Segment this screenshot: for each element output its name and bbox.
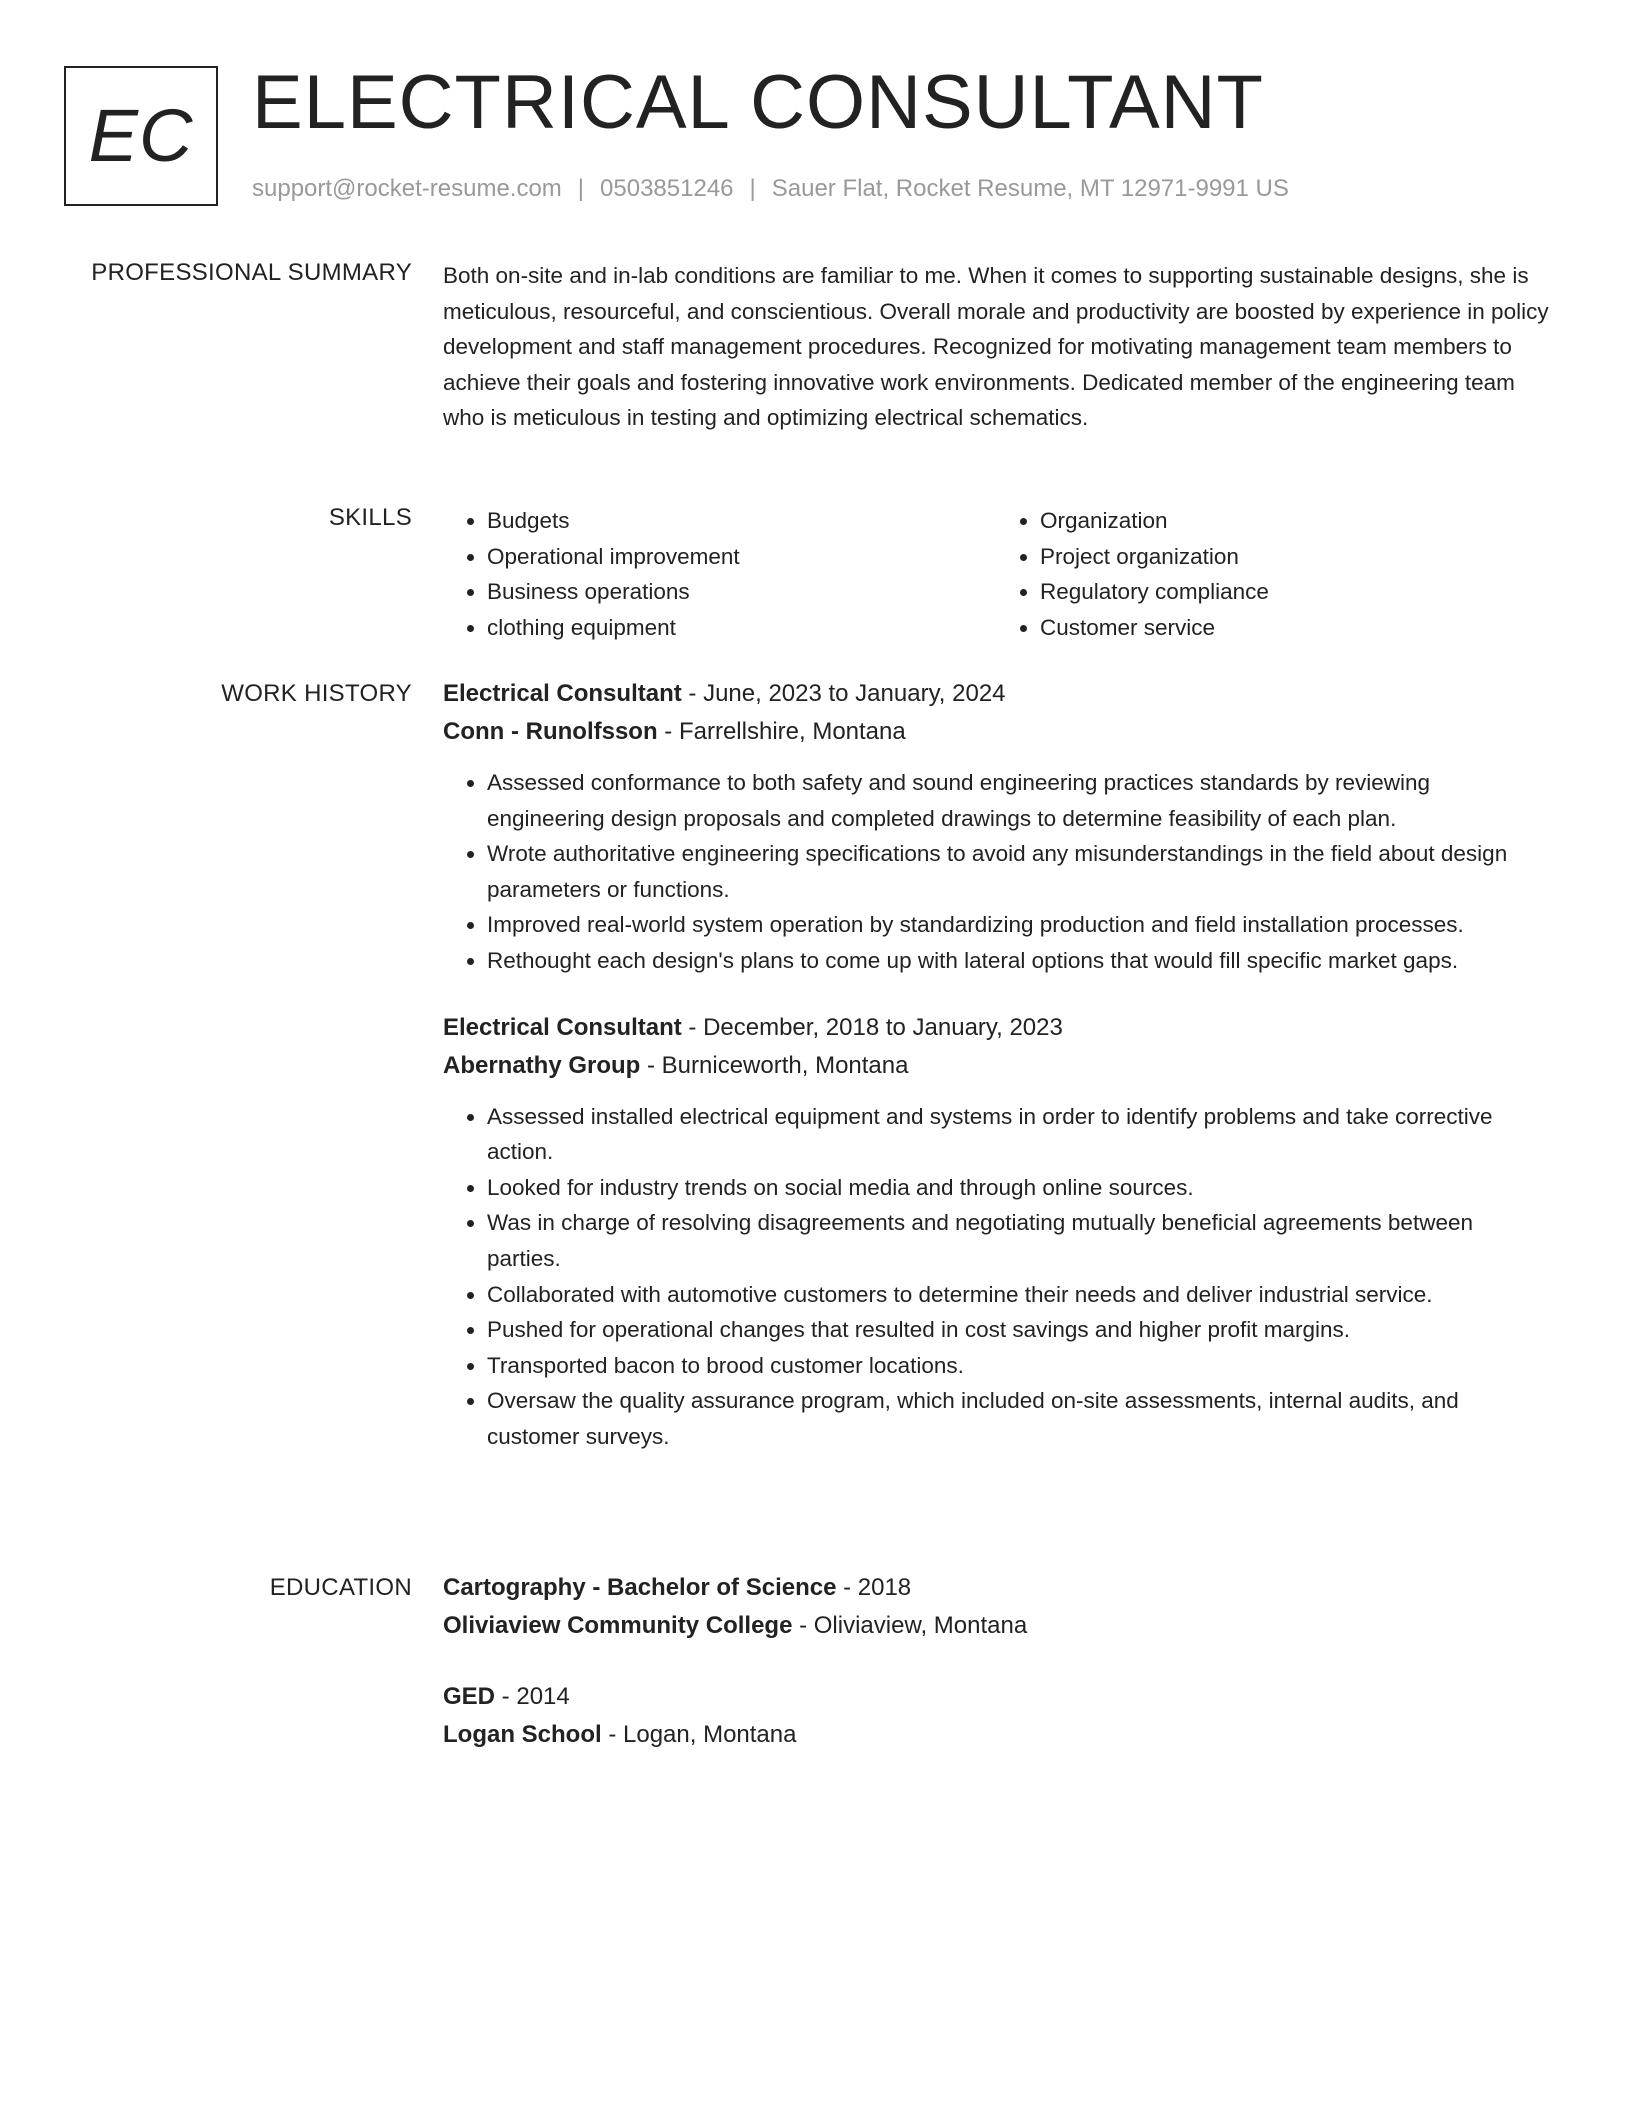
skill-item: • Project organization [1040,539,1549,575]
school-name: Logan School [443,1721,602,1748]
degree-year: - 2018 [836,1574,912,1601]
job-company-line [443,713,1549,751]
school-location: - Logan, Montana [601,1721,797,1748]
monogram-box [64,66,218,206]
job-dates: - December, 2018 to January, 2023 [681,1013,1063,1041]
degree-name: GED [443,1683,496,1710]
summary-text: Both on-site and in-lab conditions are familiar to me. When it comes to supporting sustainable designs, she is meticulous, resourceful, and conscientious. Overall morale and productivity are boosted by experience in policy development and staff management procedures. Recognized for motivating management team members to achieve their goals and fostering innovative work environments. Dedicated member of the engineering team who is meticulous in testing and optimizing electrical schematics. [443,263,1549,431]
skills-body [443,503,1549,645]
degree-line [443,1569,1549,1607]
school-location: - Oliviaview, Montana [792,1612,1028,1639]
degree-line [443,1678,1549,1716]
job-bullets [443,1099,1549,1455]
job-bullet: • Wrote authoritative engineering specifications to avoid any misunderstandings in the field about design parameters or functions. [487,836,1549,907]
education-body [443,1569,1549,1754]
job-location: - Burniceworth, Montana [640,1051,909,1079]
work-history-heading: WORK HISTORY [221,680,412,707]
job-bullet: • Was in charge of resolving disagreements and negotiating mutually beneficial agreements between parties. [487,1205,1549,1276]
skill-item: • Organization [1040,503,1549,539]
job-bullet: • Pushed for operational changes that resulted in cost savings and higher profit margins. [487,1312,1549,1348]
skills-column-left [443,503,996,645]
contact-line [252,174,1289,204]
contact-address: Sauer Flat, Rocket Resume, MT 12971-9991 US [771,175,1289,202]
job-title-line [443,675,1549,713]
school-name: Oliviaview Community College [443,1612,793,1639]
work-history-body [443,675,1549,1455]
school-line [443,1607,1549,1645]
skills-column-right [996,503,1549,645]
monogram-initials: EC [88,94,194,177]
contact-separator: | [749,175,756,202]
school-line [443,1716,1549,1754]
education-entry [443,1569,1549,1645]
contact-separator: | [577,175,585,202]
job-bullet: • Improved real-world system operation by standardizing production and field installation processes. [487,907,1549,943]
job-company-line [443,1047,1549,1085]
skills-grid [443,503,1549,645]
skill-item: • Customer service [1040,610,1549,646]
skills-heading: SKILLS [328,504,412,531]
education-entry [443,1678,1549,1754]
job-title: Electrical Consultant [443,1013,682,1041]
job-bullet: • Assessed conformance to both safety and sound engineering practices standards by reviewing engineering design proposals and completed drawings to determine feasibility of each plan. [487,765,1549,836]
job-title-line [443,1009,1549,1047]
contact-phone: 0503851246 [600,175,734,202]
job-location: - Farrellshire, Montana [657,718,906,745]
contact-email: support@rocket-resume.com [252,175,562,202]
job-entry [443,1009,1549,1455]
education-heading: EDUCATION [269,1574,412,1601]
job-entry [443,675,1549,979]
summary-heading: PROFESSIONAL SUMMARY [91,259,412,286]
job-company: Conn - Runolfsson [443,718,658,745]
skill-item: • Budgets [487,503,996,539]
skill-item: • Operational improvement [487,539,996,575]
job-bullet: • Oversaw the quality assurance program, which included on-site assessments, internal audits, and customer surveys. [487,1383,1549,1454]
skill-item: • clothing equipment [487,610,996,646]
job-bullet: • Transported bacon to brood customer locations. [487,1348,1549,1384]
skill-item: • Regulatory compliance [1040,574,1549,610]
degree-name: Cartography - Bachelor of Science [443,1574,837,1601]
job-bullet: • Collaborated with automotive customers to determine their needs and deliver industrial service. [487,1277,1549,1313]
job-company: Abernathy Group [443,1051,641,1079]
job-bullet: • Looked for industry trends on social media and through online sources. [487,1170,1549,1206]
job-dates: - June, 2023 to January, 2024 [681,680,1006,707]
summary-body [443,258,1549,436]
resume-title: ELECTRICAL CONSULTANT [252,60,1264,145]
job-bullets [443,765,1549,979]
degree-year: - 2014 [495,1683,570,1710]
job-bullet: • Assessed installed electrical equipment and systems in order to identify problems and take corrective action. [487,1099,1549,1170]
skill-item: • Business operations [487,574,996,610]
job-title: Electrical Consultant [443,680,682,707]
job-bullet: • Rethought each design's plans to come up with lateral options that would fill specific market gaps. [487,943,1549,979]
